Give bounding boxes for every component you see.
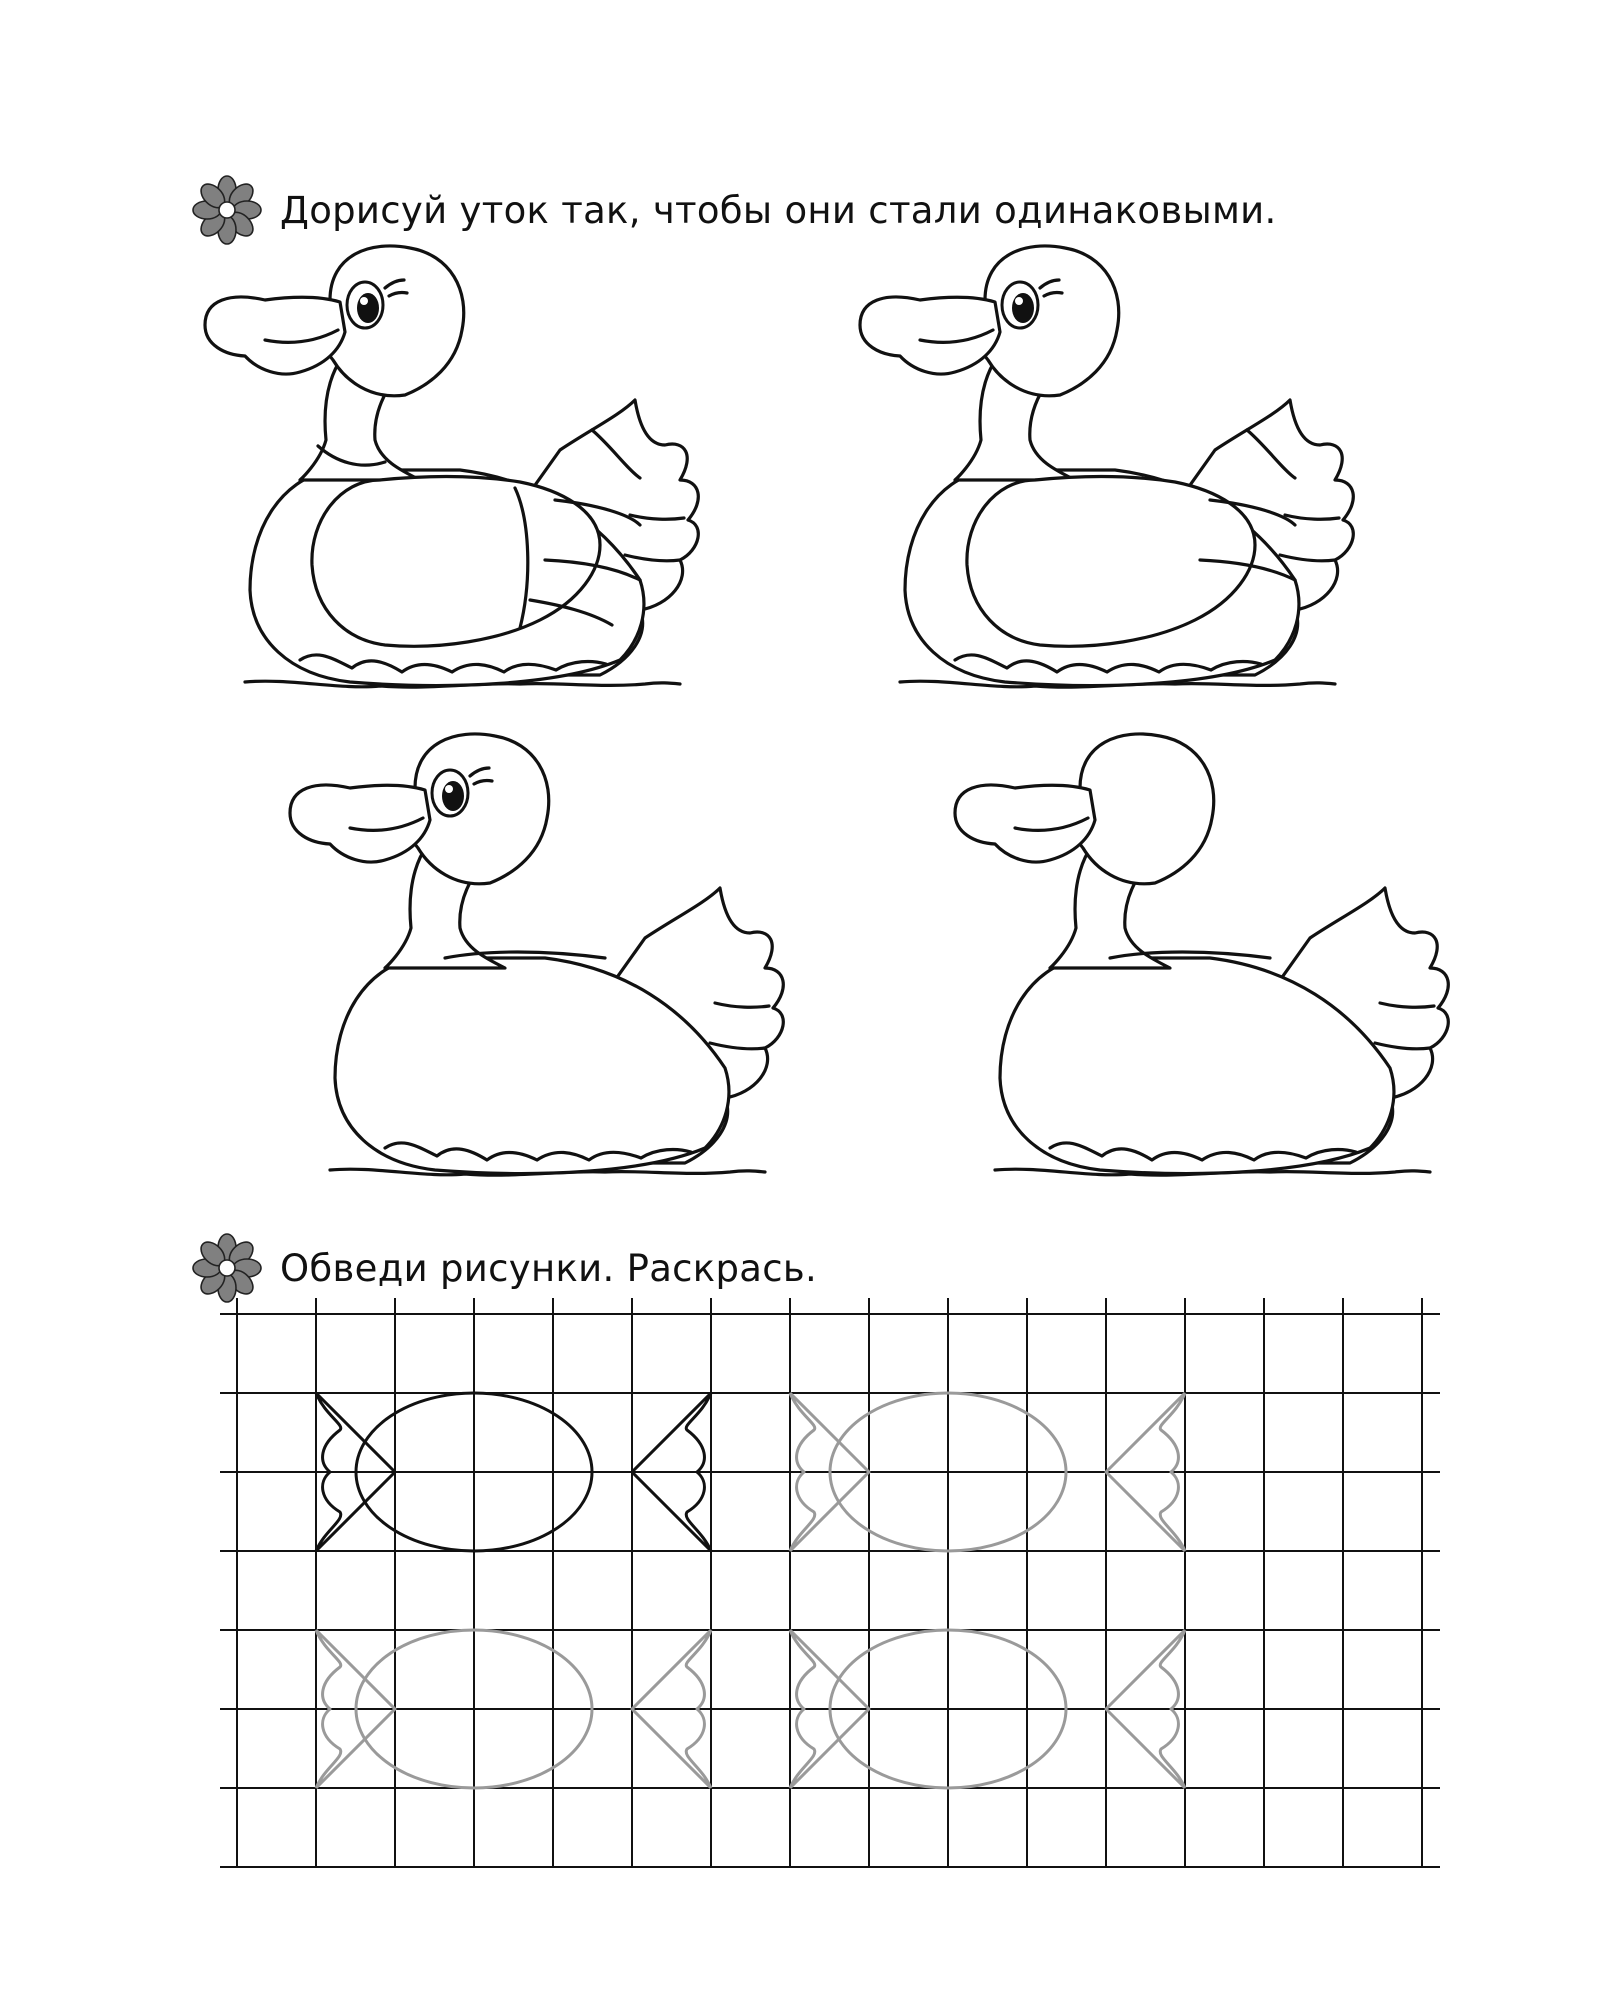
grid-horizontal-lines bbox=[220, 1314, 1440, 1867]
duck-variant-1 bbox=[860, 246, 1353, 687]
duck-variant-3 bbox=[955, 734, 1448, 1175]
tracing-grid bbox=[220, 1298, 1440, 1868]
task-1-text: Дорисуй уток так, чтобы они стали одинаковыми. bbox=[280, 188, 1277, 232]
duck-complete bbox=[205, 246, 698, 687]
duck-variant-2 bbox=[290, 734, 783, 1175]
grid-vertical-lines bbox=[237, 1298, 1422, 1868]
task-2-text: Обведи рисунки. Раскрась. bbox=[280, 1246, 818, 1290]
